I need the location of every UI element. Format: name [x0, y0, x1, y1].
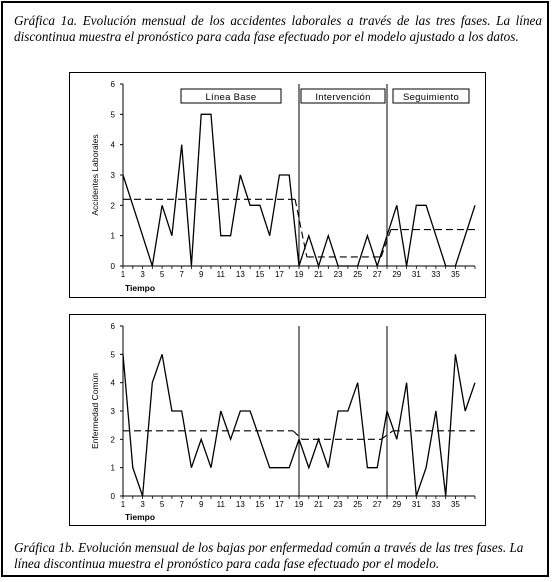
x-tick-label: 1: [120, 500, 126, 509]
x-tick-label: 35: [450, 270, 460, 279]
chart-1b-svg: [70, 315, 487, 527]
caption-chart-1a: [14, 13, 542, 44]
y-tick-label: 6: [110, 80, 115, 89]
series-line-forecast: [293, 431, 302, 440]
chart-1b-panel: [69, 314, 486, 526]
x-tick-label: 17: [274, 270, 284, 279]
phase-label: Línea Base: [205, 92, 257, 103]
x-tick-label: 3: [140, 270, 145, 279]
x-tick-label: 25: [353, 500, 363, 509]
x-tick-label: 33: [431, 500, 441, 509]
x-tick-label: 23: [333, 500, 343, 509]
x-tick-label: 7: [179, 500, 184, 509]
x-tick-label: 23: [333, 270, 343, 279]
x-tick-label: 19: [294, 270, 304, 279]
x-tick-label: 21: [314, 500, 324, 509]
y-tick-label: 0: [110, 262, 115, 271]
y-tick-label: 1: [110, 463, 115, 473]
x-tick-label: 13: [235, 270, 245, 279]
y-tick-label: 3: [110, 171, 115, 180]
x-tick-label: 13: [235, 500, 245, 509]
phase-label: Intervención: [315, 92, 371, 103]
caption-text: Evolución mensual de los bajas por enfermedad común a través de las tres fases. La línea discontinua muestra el pronóstico para cada fase efectuado por el modelo.: [14, 540, 524, 571]
x-tick-label: 27: [372, 270, 382, 279]
x-tick-label: 21: [314, 270, 324, 279]
x-tick-label: 35: [450, 500, 460, 509]
y-tick-label: 4: [110, 140, 115, 150]
x-tick-label: 11: [216, 270, 225, 279]
x-axis-label: Tiempo: [125, 512, 156, 522]
x-tick-label: 29: [392, 500, 402, 509]
caption-label: Gráfica 1a.: [14, 13, 78, 28]
x-tick-label: 17: [274, 500, 284, 509]
x-axis-label: Tiempo: [125, 283, 156, 293]
y-tick-label: 2: [110, 435, 115, 445]
x-tick-label: 29: [392, 270, 402, 279]
x-tick-label: 5: [159, 500, 165, 509]
x-tick-label: 3: [140, 500, 145, 509]
y-axis-label: Enfermedad Común: [90, 372, 100, 450]
y-tick-label: 5: [110, 110, 115, 120]
x-tick-label: 33: [431, 270, 441, 279]
phase-label: Seguimiento: [402, 92, 460, 103]
caption-label: Gráfica 1b.: [14, 540, 75, 555]
x-tick-label: 9: [198, 270, 204, 279]
x-tick-label: 7: [179, 270, 184, 279]
x-tick-label: 31: [411, 270, 421, 279]
y-axis-label: Accidentes Laborales: [90, 134, 100, 216]
x-tick-label: 11: [216, 500, 225, 509]
x-tick-label: 25: [353, 270, 363, 279]
x-tick-label: 19: [294, 500, 304, 509]
x-tick-label: 31: [411, 500, 421, 509]
series-line-forecast: [381, 230, 391, 257]
caption-text: Evolución mensual de los accidentes laborales a través de las tres fases. La línea discontinua muestra el pronóstico para cada fase efectuado por el modelo ajustado a los datos.: [14, 13, 543, 44]
y-tick-label: 5: [110, 350, 115, 360]
y-tick-label: 0: [110, 492, 115, 501]
x-tick-label: 5: [159, 270, 165, 279]
y-tick-label: 6: [110, 322, 115, 331]
caption-chart-1b: [14, 540, 542, 571]
chart-1a-panel: [69, 72, 486, 298]
y-tick-label: 4: [110, 378, 115, 388]
chart-1a-svg: [70, 73, 487, 299]
x-tick-label: 9: [198, 500, 204, 509]
x-tick-label: 15: [255, 500, 265, 509]
x-tick-label: 27: [372, 500, 382, 509]
x-tick-label: 1: [120, 270, 126, 279]
y-tick-label: 3: [110, 407, 115, 416]
y-tick-label: 2: [110, 201, 115, 211]
y-tick-label: 1: [110, 231, 115, 241]
x-tick-label: 15: [255, 270, 265, 279]
